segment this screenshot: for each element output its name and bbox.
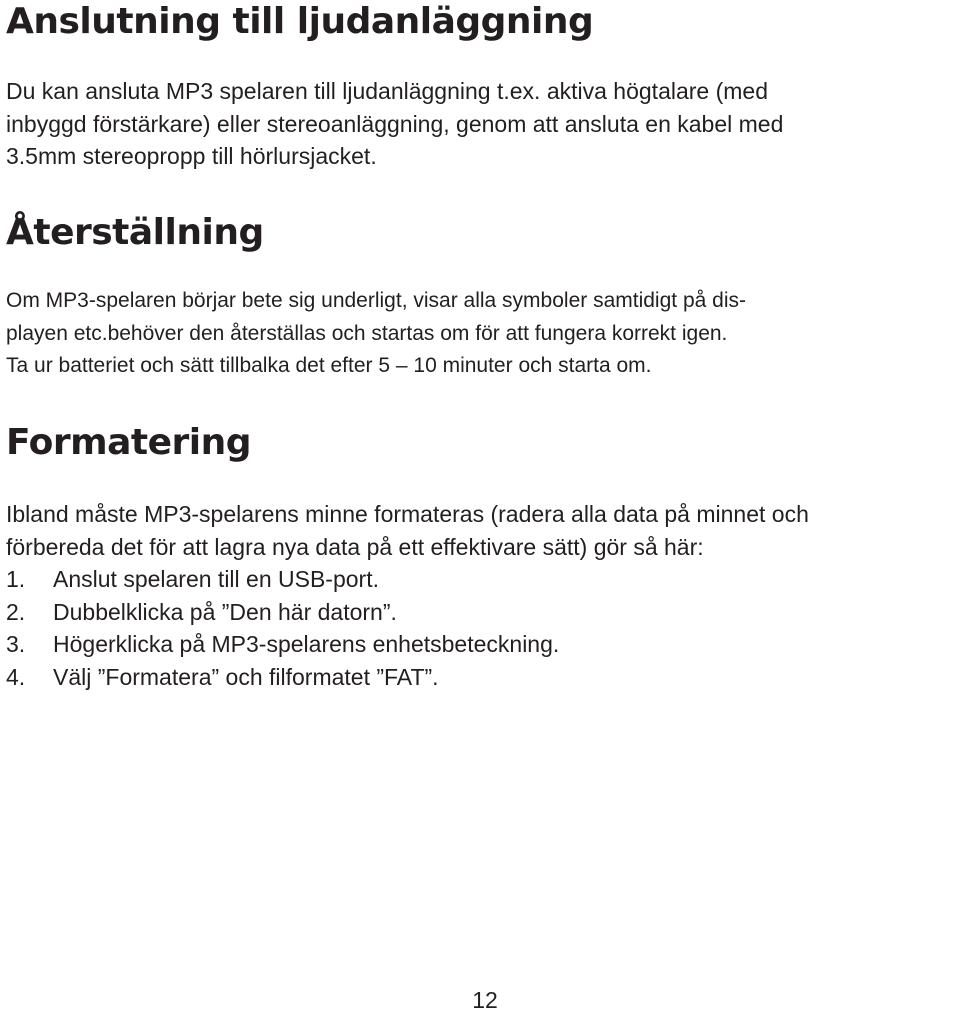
list-item — [6, 563, 559, 596]
text-line: inbyggd förstärkare) eller stereoanläggning, genom att ansluta en kabel med — [6, 110, 784, 137]
list-item — [6, 661, 559, 694]
text-line: Du kan ansluta MP3 spelaren till ljudanläggning t.ex. aktiva högtalare (med — [6, 78, 768, 104]
step-text: Anslut spelaren till en USB-port. — [53, 566, 379, 592]
formatting-steps-list — [6, 563, 559, 693]
heading-formatting: Formatering — [6, 422, 252, 463]
step-number: 3. — [6, 631, 26, 657]
step-text: Dubbelklicka på ”Den här datorn”. — [53, 598, 397, 625]
paragraph-reset — [6, 285, 746, 383]
text-line: Ibland måste MP3-spelarens minne formateras (radera alla data på minnet och — [6, 501, 809, 527]
heading-connection: Anslutning till ljudanläggning — [6, 1, 594, 42]
page-number: 12 — [472, 987, 498, 1013]
text-line: Ta ur batteriet och sätt tillbalka det efter 5 – 10 minuter och starta om. — [6, 354, 652, 377]
step-text: Välj ”Formatera” och filformatet ”FAT”. — [53, 663, 439, 690]
step-number: 4. — [6, 663, 26, 690]
step-number: 1. — [6, 566, 26, 592]
paragraph-connection — [6, 75, 783, 173]
paragraph-formatting — [6, 498, 809, 563]
list-item — [6, 628, 559, 661]
list-item — [6, 596, 559, 629]
text-line: förbereda det för att lagra nya data på ett effektivare sätt) gör så här: — [6, 533, 704, 560]
step-number: 2. — [6, 598, 26, 625]
text-line: Om MP3-spelaren börjar bete sig underligt, visar alla symboler samtidigt på dis- — [6, 289, 746, 312]
heading-reset: Återställning — [6, 212, 264, 253]
step-text: Högerklicka på MP3-spelarens enhetsbeteckning. — [53, 631, 560, 657]
text-line: 3.5mm stereopropp till hörlursjacket. — [6, 143, 377, 169]
text-line: playen etc.behöver den återställas och startas om för att fungera korrekt igen. — [6, 321, 728, 345]
